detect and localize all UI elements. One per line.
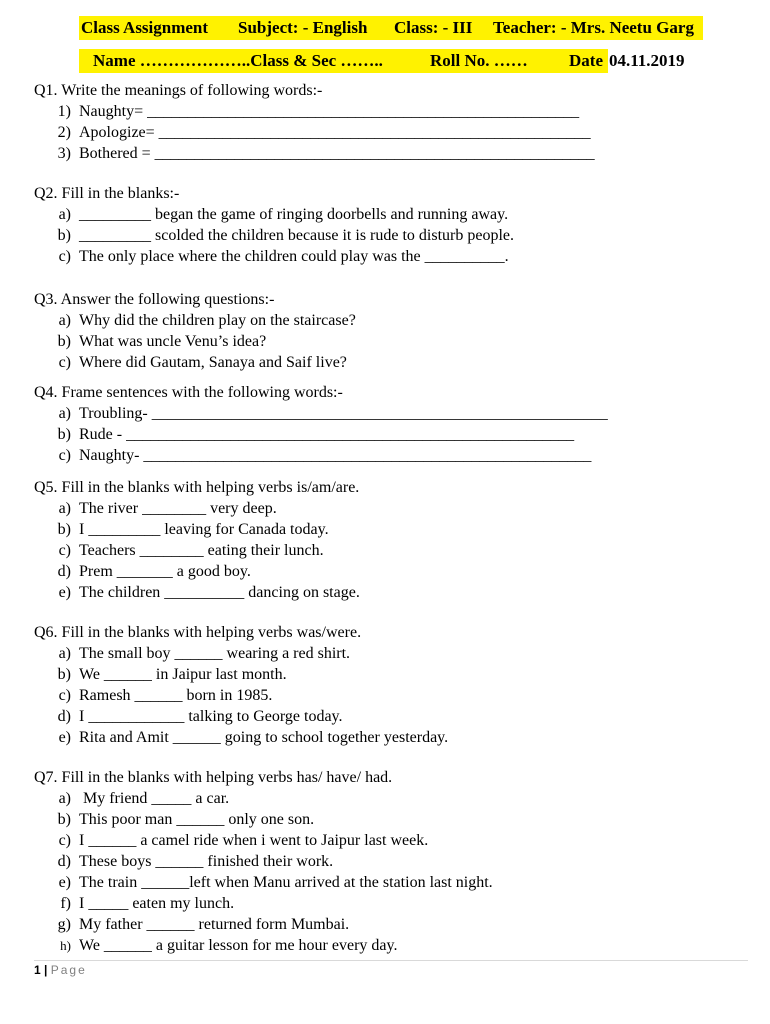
item-marker: c) (58, 447, 71, 464)
question-item (34, 519, 360, 540)
question-item (34, 246, 514, 267)
item-marker: c) (58, 832, 71, 849)
item-text: Why did the children play on the staircase? (79, 312, 356, 329)
item-marker: b) (57, 811, 71, 828)
question-title: Q1. Write the meanings of following words:- (34, 82, 323, 99)
item-marker: c) (58, 248, 71, 265)
header-row-2 (0, 49, 770, 73)
item-marker: e) (58, 874, 71, 891)
header-row-1 (0, 16, 770, 40)
item-marker: 3) (57, 145, 71, 162)
item-marker: d) (57, 563, 71, 580)
item-marker: f) (60, 895, 71, 912)
item-marker: 2) (57, 124, 71, 141)
question-2 (34, 183, 514, 267)
question-item (34, 872, 493, 893)
footer-divider (34, 960, 748, 961)
name-class-field: Name ………………..Class & Sec …….. (93, 49, 383, 73)
item-text: I _____ eaten my lunch. (79, 895, 235, 912)
item-text: The only place where the children could play was the __________. (79, 248, 509, 265)
question-title: Q5. Fill in the blanks with helping verbs is/am/are. (34, 479, 360, 496)
question-title: Q4. Frame sentences with the following words:- (34, 384, 343, 401)
item-marker: h) (60, 938, 71, 953)
item-text: Rita and Amit ______ going to school together yesterday. (79, 729, 449, 746)
item-text: Naughty= ______________________________________________________ (79, 103, 580, 120)
item-text: These boys ______ finished their work. (79, 853, 334, 870)
question-4 (34, 382, 608, 466)
question-item (34, 424, 608, 445)
item-marker: a) (58, 790, 71, 807)
item-marker: a) (58, 312, 71, 329)
item-marker: b) (57, 666, 71, 683)
teacher-label: Teacher: - Mrs. Neetu Garg (493, 16, 694, 40)
question-item (34, 101, 595, 122)
item-text: The train ______left when Manu arrived at the station last night. (79, 874, 493, 891)
item-text: The children __________ dancing on stage. (79, 584, 360, 601)
question-item (34, 561, 360, 582)
question-item (34, 310, 356, 331)
footer-separator: | (40, 963, 51, 977)
item-marker: 1) (57, 103, 71, 120)
question-item (34, 498, 360, 519)
item-marker: d) (57, 708, 71, 725)
question-title: Q2. Fill in the blanks:- (34, 185, 180, 202)
item-text: I ______ a camel ride when i went to Jaipur last week. (79, 832, 429, 849)
item-marker: b) (57, 521, 71, 538)
question-item (34, 685, 448, 706)
item-text: This poor man ______ only one son. (79, 811, 315, 828)
item-text: The small boy ______ wearing a red shirt. (79, 645, 351, 662)
question-item (34, 809, 493, 830)
item-text: Naughty- ________________________________________________________ (79, 447, 592, 464)
item-text: _________ scolded the children because it is rude to disturb people. (79, 227, 515, 244)
question-6 (34, 622, 448, 748)
question-item (34, 225, 514, 246)
item-marker: g) (57, 916, 71, 933)
question-item (34, 331, 356, 352)
page-number: 1 (34, 963, 41, 977)
item-text: My father ______ returned form Mumbai. (79, 916, 350, 933)
question-item (34, 143, 595, 164)
question-item (34, 706, 448, 727)
question-item (34, 788, 493, 809)
question-1 (34, 80, 595, 164)
item-marker: b) (57, 333, 71, 350)
subject-label: Subject: - English (238, 16, 367, 40)
item-marker: a) (58, 645, 71, 662)
item-text: Teachers ________ eating their lunch. (79, 542, 324, 559)
question-item (34, 204, 514, 225)
item-text: Troubling- _________________________________________________________ (79, 405, 608, 422)
class-label: Class: - III (394, 16, 472, 40)
item-marker: a) (58, 206, 71, 223)
question-item (34, 582, 360, 603)
roll-no-field: Roll No. …… (430, 49, 528, 73)
item-text: I _________ leaving for Canada today. (79, 521, 329, 538)
question-item (34, 893, 493, 914)
item-text: Bothered = _______________________________________________________ (79, 145, 595, 162)
question-item (34, 540, 360, 561)
item-text: Rude - ________________________________________________________ (79, 426, 575, 443)
item-marker: c) (58, 354, 71, 371)
item-marker: b) (57, 426, 71, 443)
question-item (34, 727, 448, 748)
question-title: Q6. Fill in the blanks with helping verbs was/were. (34, 624, 362, 641)
item-text: What was uncle Venu’s idea? (79, 333, 267, 350)
question-3 (34, 289, 356, 373)
item-text: We ______ in Jaipur last month. (79, 666, 287, 683)
question-item (34, 445, 608, 466)
question-title: Q3. Answer the following questions:- (34, 291, 275, 308)
item-marker: d) (57, 853, 71, 870)
item-text: I ____________ talking to George today. (79, 708, 343, 725)
question-item (34, 664, 448, 685)
question-item (34, 914, 493, 935)
question-item (34, 352, 356, 373)
question-title: Q7. Fill in the blanks with helping verbs has/ have/ had. (34, 769, 393, 786)
item-text: Ramesh ______ born in 1985. (79, 687, 273, 704)
item-text: We ______ a guitar lesson for me hour every day. (79, 937, 398, 954)
date-value: 04.11.2019 (609, 51, 685, 70)
question-5 (34, 477, 360, 603)
item-marker: e) (58, 584, 71, 601)
question-item (34, 830, 493, 851)
item-marker: e) (58, 729, 71, 746)
item-text: Apologize= ______________________________________________________ (79, 124, 591, 141)
item-marker: b) (57, 227, 71, 244)
item-marker: a) (58, 405, 71, 422)
item-text: Prem _______ a good boy. (79, 563, 251, 580)
question-item (34, 122, 595, 143)
class-assignment-label: Class Assignment (81, 16, 208, 40)
item-text: _________ began the game of ringing doorbells and running away. (79, 206, 509, 223)
question-item (34, 851, 493, 872)
item-marker: c) (58, 687, 71, 704)
item-marker: a) (58, 500, 71, 517)
question-7 (34, 767, 493, 956)
item-marker: c) (58, 542, 71, 559)
item-text: The river ________ very deep. (79, 500, 277, 517)
question-item (34, 643, 448, 664)
question-item (34, 403, 608, 424)
page-footer (34, 963, 87, 977)
question-item (34, 935, 493, 956)
item-text: Where did Gautam, Sanaya and Saif live? (79, 354, 347, 371)
item-text: My friend _____ a car. (79, 790, 230, 807)
date-label: Date (569, 49, 607, 73)
page-word: Page (50, 963, 87, 977)
